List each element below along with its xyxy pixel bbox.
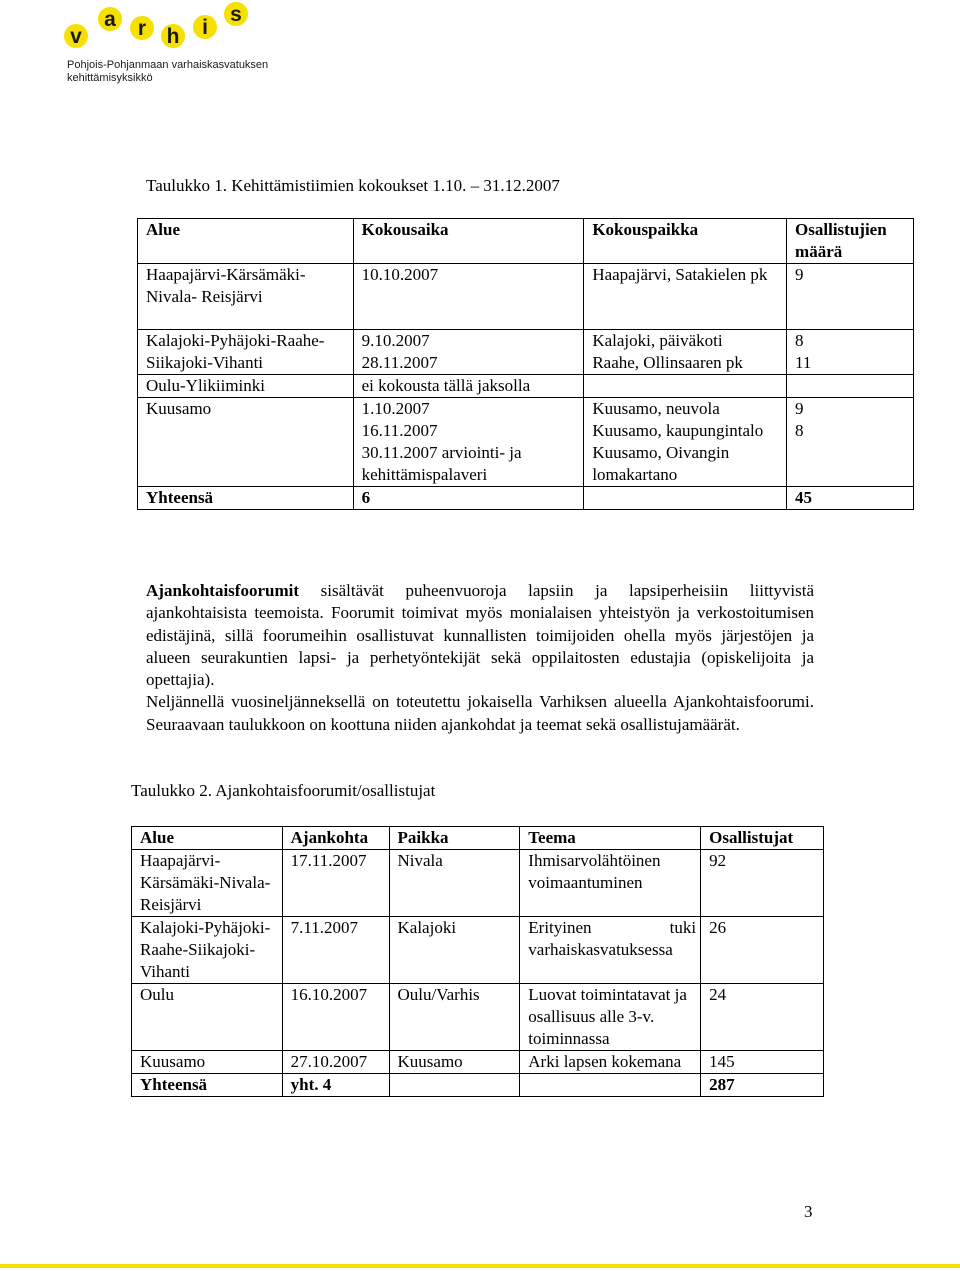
table2-header-cell: Osallistujat <box>701 827 824 850</box>
table1-caption: Taulukko 1. Kehittämistiimien kokoukset 1.10. – 31.12.2007 <box>146 176 560 195</box>
table-row <box>132 984 824 1051</box>
table2-cell: Kalajoki <box>389 917 520 984</box>
table1-header-cell: Osallistujien määrä <box>787 219 914 264</box>
table2-cell: Kuusamo <box>132 1051 283 1074</box>
table1-cell <box>584 375 787 398</box>
table1-header-row <box>138 219 914 264</box>
table1-header-cell: Kokouspaikka <box>584 219 787 264</box>
table2-total-cell <box>520 1074 701 1097</box>
table1-cell: Kalajoki-Pyhäjoki-Raahe-Siikajoki-Vihanti <box>138 330 354 375</box>
paragraph-2: Neljännellä vuosineljänneksellä on toteutettu jokaisella Varhiksen alueella Ajankohtaisfoorumi. Seuraavaan taulukkoon on koottuna niiden ajankohdat ja teemat sekä osallistujamäärät. <box>146 692 814 734</box>
table1-cell: ei kokousta tällä jaksolla <box>353 375 584 398</box>
table-row <box>132 1051 824 1074</box>
table2-header-cell: Teema <box>520 827 701 850</box>
table1-cell: 1.10.2007 16.11.2007 30.11.2007 arviointi- ja kehittämispalaveri <box>353 398 584 487</box>
table1-cell: 9 8 <box>787 398 914 487</box>
table1-cell <box>787 375 914 398</box>
table1-total-row <box>138 487 914 510</box>
table2-cell: 92 <box>701 850 824 917</box>
logo-letter: r <box>137 17 147 40</box>
table-row <box>138 398 914 487</box>
table-row <box>132 917 824 984</box>
table-row <box>132 850 824 917</box>
table2-header-row <box>132 827 824 850</box>
table2-cell: 17.11.2007 <box>282 850 389 917</box>
logo-letter: h <box>166 25 180 48</box>
table1-cell: 10.10.2007 <box>353 264 584 330</box>
table2-header-cell: Paikka <box>389 827 520 850</box>
table1-cell: 8 11 <box>787 330 914 375</box>
table2-total-cell: 287 <box>701 1074 824 1097</box>
page-number: 3 <box>804 1202 813 1221</box>
logo-letter: a <box>104 8 116 31</box>
table2-total-cell <box>389 1074 520 1097</box>
body-text <box>146 580 814 736</box>
table2-cell: Oulu <box>132 984 283 1051</box>
table2-cell: 24 <box>701 984 824 1051</box>
table2-caption: Taulukko 2. Ajankohtaisfoorumit/osallistujat <box>131 781 436 800</box>
logo-letter: i <box>202 16 208 39</box>
table2-cell: Oulu/Varhis <box>389 984 520 1051</box>
table2-cell: Erityinen tuki varhaiskasvatuksessa <box>520 917 701 984</box>
logo-subtitle <box>67 59 268 85</box>
table-row <box>138 264 914 330</box>
table2-cell: 7.11.2007 <box>282 917 389 984</box>
footer-line <box>0 1264 960 1268</box>
table2-cell: 16.10.2007 <box>282 984 389 1051</box>
paragraph-1-bold: Ajankohtaisfoorumit <box>146 581 300 600</box>
table2-cell: Haapajärvi-Kärsämäki-Nivala- Reisjärvi <box>132 850 283 917</box>
table1-total-cell: Yhteensä <box>138 487 354 510</box>
table1-cell: Oulu-Ylikiiminki <box>138 375 354 398</box>
table2-total-cell: Yhteensä <box>132 1074 283 1097</box>
table2-total-row <box>132 1074 824 1097</box>
table2-cell: Kuusamo <box>389 1051 520 1074</box>
table-row <box>138 330 914 375</box>
table1-cell: Haapajärvi, Satakielen pk <box>584 264 787 330</box>
table1-cell: 9.10.2007 28.11.2007 <box>353 330 584 375</box>
paragraph-1 <box>146 580 814 691</box>
table1-cell: Kuusamo, neuvola Kuusamo, kaupungintalo Kuusamo, Oivangin lomakartano <box>584 398 787 487</box>
table2-cell: 27.10.2007 <box>282 1051 389 1074</box>
table2-cell: 145 <box>701 1051 824 1074</box>
paragraph-1-text: sisältävät puheenvuoroja lapsiin ja lapsiperheisiin liittyvistä ajankohtaisista teemoista. Foorumit toimivat myös monialaisen yhteistyön ja verkostoitumisen edistäjinä, sillä foorumeihin osallistuvat kunnallisten toimijoiden ohella myös järjestöjen ja alueen seurakuntien lapsi- ja perhetyöntekijät sekä oppilaitosten edustajia (opiskelijoita ja opettajia). <box>146 581 814 690</box>
table2-cell: Arki lapsen kokemana <box>520 1051 701 1074</box>
table1-total-cell <box>584 487 787 510</box>
table2-cell: Ihmisarvolähtöinen voimaantuminen <box>520 850 701 917</box>
table1-cell: Kuusamo <box>138 398 354 487</box>
logo-letter: v <box>70 25 82 48</box>
table2-cell: 26 <box>701 917 824 984</box>
table-row <box>138 375 914 398</box>
table2-cell: Nivala <box>389 850 520 917</box>
table1-cell: 9 <box>787 264 914 330</box>
logo-subtitle-line2: kehittämisyksikkö <box>67 72 153 84</box>
table1-cell: Kalajoki, päiväkoti Raahe, Ollinsaaren pk <box>584 330 787 375</box>
table2-cell: Kalajoki-Pyhäjoki-Raahe-Siikajoki-Vihanti <box>132 917 283 984</box>
table1-cell: Haapajärvi-Kärsämäki-Nivala- Reisjärvi <box>138 264 354 330</box>
table2-cell: Luovat toimintatavat ja osallisuus alle 3-v. toiminnassa <box>520 984 701 1051</box>
table1-header-cell: Alue <box>138 219 354 264</box>
table2-header-cell: Alue <box>132 827 283 850</box>
logo-letter: s <box>230 3 242 26</box>
table1-total-cell: 6 <box>353 487 584 510</box>
table1-total-cell: 45 <box>787 487 914 510</box>
table2-total-cell: yht. 4 <box>282 1074 389 1097</box>
table2 <box>131 826 824 1097</box>
logo-subtitle-line1: Pohjois-Pohjanmaan varhaiskasvatuksen <box>67 59 269 71</box>
table1 <box>137 218 914 510</box>
table2-header-cell: Ajankohta <box>282 827 389 850</box>
table1-header-cell: Kokousaika <box>353 219 584 264</box>
